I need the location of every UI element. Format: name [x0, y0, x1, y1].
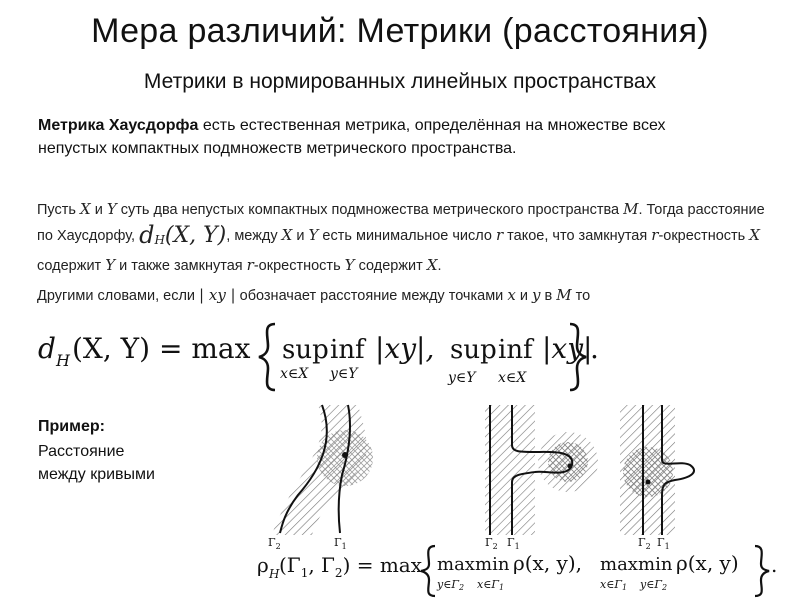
- formula2-period: .: [771, 553, 778, 577]
- rho-xy-1: ρ(x, y),: [513, 551, 583, 575]
- rho-xy-2: ρ(x, y): [676, 551, 739, 575]
- curves-illustration: [250, 400, 730, 550]
- math-Y: Y: [344, 255, 355, 274]
- sup-operator: sup: [282, 335, 329, 365]
- label-gamma-2: $\Gamma_2$: [268, 536, 281, 550]
- distance-notation-paragraph: [37, 283, 777, 309]
- text-segment: суть два непустых компактных подмножества метрического пространства: [116, 202, 624, 218]
- text-segment: , между: [226, 228, 282, 244]
- min-operator: min: [475, 554, 510, 575]
- definition-term: Метрика Хаусдорфа: [38, 117, 199, 134]
- text-segment: и также замкнутая: [115, 257, 247, 274]
- diagram-2: [485, 405, 598, 535]
- inf-subscript: y∈Y: [330, 366, 358, 382]
- label-gamma-2: $\Gamma_2$: [638, 536, 651, 550]
- math-X: X: [426, 255, 438, 274]
- left-brace: [421, 546, 435, 596]
- max-operator-2: max: [600, 554, 638, 575]
- text-segment: -окрестность: [658, 228, 750, 244]
- left-brace: [259, 324, 275, 390]
- formula-lhs-args: (X, Y) = max: [72, 332, 251, 365]
- math-r: r: [495, 226, 504, 244]
- math-Y: Y: [106, 200, 117, 218]
- math-r: r: [246, 255, 254, 274]
- min-operator-2: min: [638, 554, 673, 575]
- math-X: X: [749, 226, 760, 244]
- max-operator: max: [437, 554, 475, 575]
- math-sub-H: H: [154, 232, 165, 247]
- point-marker: [568, 464, 573, 469]
- label-gamma-1: $\Gamma_1$: [507, 536, 520, 550]
- math-xy: | xy |: [199, 286, 236, 304]
- math-X: X: [79, 200, 91, 218]
- text-segment: то: [571, 288, 591, 304]
- text-segment: Пусть: [37, 202, 80, 218]
- inf-operator-2: inf: [498, 335, 533, 365]
- formula-lhs-d: d: [38, 332, 56, 365]
- diagram-3: [620, 405, 694, 535]
- hausdorff-explanation: [37, 197, 777, 279]
- math-Y: Y: [105, 255, 116, 274]
- text-segment: Другими словами, если: [37, 288, 200, 304]
- math-args: (X, Y): [164, 223, 227, 248]
- right-brace: [755, 546, 769, 596]
- slide-title: Мера различий: Метрики (расстояния): [91, 12, 709, 50]
- sup-subscript: x∈X: [280, 366, 309, 382]
- text-segment: обозначает расстояние между точками: [235, 288, 508, 304]
- text-segment: такое, что замкнутая: [503, 228, 652, 244]
- math-r: r: [651, 226, 659, 244]
- abs-xy-1: |xy|,: [375, 332, 435, 365]
- label-gamma-2: $\Gamma_2$: [485, 536, 498, 550]
- math-x: x: [507, 286, 516, 304]
- formula-period: .: [590, 332, 599, 365]
- hatched-strip: [485, 405, 535, 535]
- point-marker: [342, 452, 348, 458]
- math-M: M: [556, 286, 572, 304]
- formula2-rho-sub: H: [269, 567, 280, 581]
- example-title: Пример:: [38, 418, 105, 435]
- inf-subscript-2: x∈X: [498, 370, 527, 386]
- text-segment: .: [437, 257, 442, 274]
- diagram-1: [272, 405, 373, 535]
- neighborhood-disc: [623, 447, 673, 497]
- neighborhood-disc: [548, 442, 588, 482]
- text-segment: и: [90, 202, 107, 218]
- text-segment: есть минимальное число: [318, 228, 496, 244]
- inf-operator: inf: [330, 335, 365, 365]
- max-subscript-2: x∈Γ1: [600, 578, 628, 592]
- definition-text: есть естественная метрика, определённая на множестве всех непустых компактных подмножеств метрического пространства.: [38, 117, 666, 157]
- label-gamma-1: $\Gamma_1$: [657, 536, 670, 550]
- label-gamma-1: $\Gamma_1$: [334, 536, 347, 550]
- math-M: M: [623, 200, 639, 218]
- min-subscript-2: y∈Γ2: [640, 578, 668, 592]
- text-segment: . Тогда расстояние по Хаусдорфу,: [37, 202, 765, 244]
- formula2-args: ($\Gamma_1$, $\Gamma_2) = \max$: [279, 553, 423, 580]
- slide-subtitle: Метрики в нормированных линейных пространствах: [143, 70, 657, 93]
- text-segment: содержит: [37, 257, 106, 274]
- math-d: d: [139, 221, 155, 249]
- math-y: y: [531, 286, 541, 304]
- definition-paragraph: [38, 114, 678, 160]
- example-caption-line2: между кривыми: [38, 466, 155, 483]
- text-segment: содержит: [354, 257, 427, 274]
- max-subscript: y∈Γ2: [437, 578, 465, 592]
- hausdorff-formula: [30, 316, 630, 396]
- point-marker: [646, 480, 651, 485]
- text-segment: и: [515, 288, 532, 304]
- math-Y: Y: [308, 226, 319, 244]
- abs-xy-2: |xy|: [542, 332, 593, 365]
- text-segment: -окрестность: [253, 257, 345, 274]
- formula2-rho: ρ: [257, 553, 269, 577]
- text-segment: в: [540, 288, 557, 304]
- formula-lhs-sub: H: [56, 351, 70, 370]
- sup-operator-2: sup: [450, 335, 497, 365]
- example-caption-line1: Расстояние: [38, 443, 125, 460]
- math-X: X: [281, 226, 293, 244]
- sup-subscript-2: y∈Y: [448, 370, 476, 386]
- text-segment: и: [292, 228, 309, 244]
- min-subscript: x∈Γ1: [477, 578, 505, 592]
- curve-distance-formula: [255, 540, 795, 598]
